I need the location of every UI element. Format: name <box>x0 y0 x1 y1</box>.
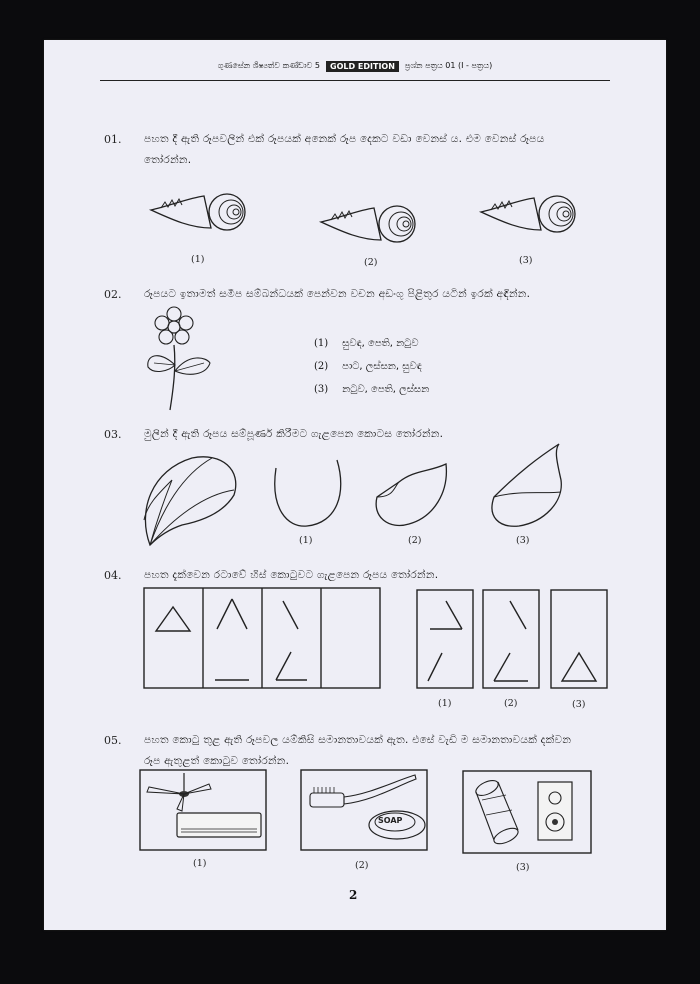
question-text: පහත දී ඇති රූපවලින් එක් රූපයක් අනෙක් රූප දෙකට වඩා වෙනස් ය. එම වෙනස් රූපය තෝරන්න. <box>144 133 545 166</box>
paper-title: ප්‍රශ්න පත්‍රය 01 (I - පත්‍රය) <box>404 61 493 70</box>
question-number: 05. <box>104 734 122 747</box>
shell-figure-1 <box>149 188 249 238</box>
option-label: (2) <box>408 535 422 546</box>
pattern-choice-1 <box>416 589 476 691</box>
answer-option-2[interactable] <box>314 361 422 372</box>
option-number: (1) <box>314 338 329 349</box>
option-label: (3) <box>516 862 530 873</box>
option-label: (3) <box>516 535 530 546</box>
option-label: (1) <box>438 698 452 709</box>
choice-shape-3 <box>489 442 569 530</box>
box-toothbrush-and-soap <box>300 769 430 853</box>
page-number: 2 <box>349 888 358 902</box>
option-label: (2) <box>355 860 369 871</box>
question-text: රූපයට ඉතාමත් සමීප සම්බන්ධයක් පෙන්වන වචන අඩංගු පිළිතුර යටින් ඉරක් අඳින්න. <box>144 288 531 300</box>
question-number: 02. <box>104 288 122 301</box>
box-fan-and-ac <box>139 769 269 853</box>
question-number: 04. <box>104 569 122 582</box>
series-title: ගුණසේන ශිෂ්‍යත්ව කණ්ඩාව 5 <box>217 61 321 70</box>
option-label: (2) <box>504 698 518 709</box>
question-text: මුලින් දී ඇති රූපය සම්පූර්ණ කිරීමට ගැළපෙන කොටස තෝරන්න. <box>144 428 444 440</box>
question-number: 01. <box>104 133 122 146</box>
leaf-pattern-figure <box>142 450 242 550</box>
option-text: නටුව, පෙති, ලස්සන <box>342 384 430 395</box>
pattern-choice-2 <box>482 589 542 691</box>
option-label: (3) <box>572 699 586 710</box>
option-label: (1) <box>191 254 205 265</box>
option-label: (3) <box>519 255 533 266</box>
choice-shape-1 <box>272 458 352 533</box>
option-label: (1) <box>193 858 207 869</box>
flower-figure <box>144 305 219 415</box>
option-text: සුවඳ, පෙති, නටුව <box>342 338 419 349</box>
page-header <box>100 52 610 81</box>
question-number: 03. <box>104 428 122 441</box>
option-number: (3) <box>314 384 329 395</box>
answer-option-3[interactable] <box>314 384 429 395</box>
option-number: (2) <box>314 361 329 372</box>
choice-shape-2 <box>374 462 454 532</box>
pattern-strip <box>143 587 383 691</box>
answer-option-1[interactable] <box>314 338 419 349</box>
option-text: පාට, ලස්සන, සුවඳ <box>342 361 422 372</box>
shell-figure-2 <box>319 200 419 250</box>
box-drum-and-speaker <box>462 770 594 856</box>
question-text: පහත කොටු තුළ ඇති රූපවල යම්කිසි සමානතාවයක් ඇත. එසේ වැඩි ම සමානතාවයක් දක්වන රූප ඇතුළත් කොටුව තෝරන්න. <box>144 734 572 767</box>
exam-page <box>44 40 666 930</box>
option-label: (1) <box>299 535 313 546</box>
shell-figure-3 <box>479 190 579 240</box>
soap-label: SOAP <box>378 816 403 825</box>
edition-badge: GOLD EDITION <box>326 61 399 72</box>
pattern-choice-3 <box>550 589 610 691</box>
question-text: පහත දැක්වෙන රටාවේ හිස් කොටුවට ගැළපෙන රූපය තෝරන්න. <box>144 569 439 581</box>
option-label: (2) <box>364 257 378 268</box>
